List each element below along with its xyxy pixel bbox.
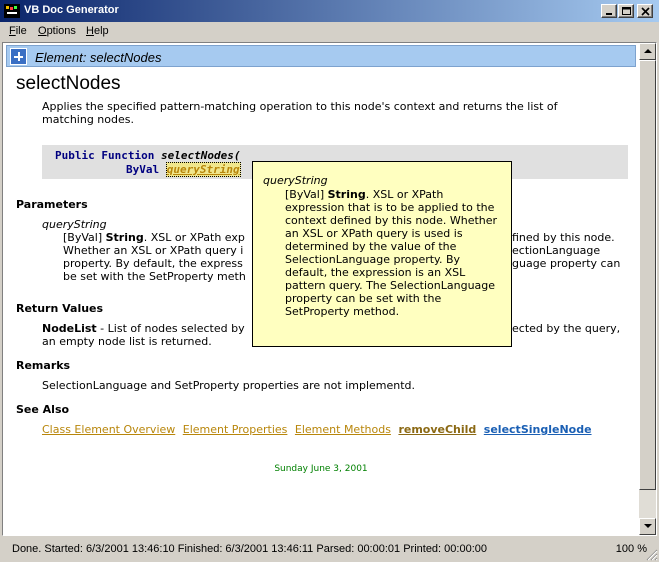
link-removechild[interactable]: removeChild <box>398 423 477 436</box>
arrow-up-icon <box>644 49 652 54</box>
close-icon <box>641 7 651 16</box>
link-element-properties[interactable]: Element Properties <box>182 423 288 436</box>
document-date: Sunday June 3, 2001 <box>274 464 368 474</box>
signature-line-2: ByVal queryString <box>126 163 240 176</box>
link-class-element-overview[interactable]: Class Element Overview <box>42 423 176 436</box>
param-line-2-right: ectionLanguage <box>512 244 601 257</box>
close-button[interactable] <box>637 4 653 18</box>
scrollbar-thumb[interactable] <box>639 60 656 490</box>
menu-bar <box>0 22 659 42</box>
return-line-1-right: ected by the query, <box>512 322 621 335</box>
maximize-icon <box>622 7 632 16</box>
arrow-down-icon <box>644 524 652 529</box>
menu-help[interactable]: Help <box>86 25 109 37</box>
param-line-1: [ByVal] String. XSL or XPath exp <box>63 231 245 244</box>
minimize-button[interactable] <box>601 4 617 18</box>
tooltip-param-name: queryString <box>263 174 328 187</box>
parameter-tooltip <box>252 161 512 347</box>
scroll-down-button[interactable] <box>639 518 656 535</box>
resize-grip-icon[interactable] <box>646 549 658 561</box>
param-link-querystring[interactable]: queryString <box>166 163 240 176</box>
menu-options[interactable]: Options <box>38 25 76 37</box>
title-bar[interactable] <box>0 0 659 22</box>
status-bar <box>0 538 659 562</box>
see-also-heading: See Also <box>16 403 70 416</box>
page-title: selectNodes <box>16 73 121 94</box>
tooltip-body: [ByVal] String. XSL or XPath expression that is to be applied to the context defined by this node. Whether an XSL or XPath query is used is determined by the value of the SelectionLanguage property. By default, the expression is an XSL pattern query. The SelectionLanguage property can be set with the SetProperty method. <box>285 188 498 318</box>
signature-line-1: Public Function selectNodes( <box>55 149 241 162</box>
scroll-up-button[interactable] <box>639 43 656 60</box>
menu-file[interactable]: File <box>9 25 27 37</box>
minimize-icon <box>605 7 615 16</box>
param-line-1-right: fined by this node. <box>512 231 615 244</box>
app-icon <box>4 4 20 18</box>
return-values-heading: Return Values <box>16 302 104 315</box>
status-text: Done. Started: 6/3/2001 13:46:10 Finished: 6/3/2001 13:46:11 Parsed: 00:00:01 Printed: 00:00:00 <box>12 543 487 555</box>
see-also-links <box>42 423 596 436</box>
return-line-2: an empty node list is returned. <box>42 335 212 348</box>
link-element-methods[interactable]: Element Methods <box>294 423 391 436</box>
param-line-4: be set with the SetProperty meth <box>63 270 246 283</box>
param-line-3: property. By default, the express <box>63 257 243 270</box>
description: Applies the specified pattern-matching operation to this node's context and returns the list of matching nodes. <box>42 100 558 126</box>
param-line-2: Whether an XSL or XPath query i <box>63 244 244 257</box>
parameters-heading: Parameters <box>16 198 88 211</box>
param-name: queryString <box>42 218 107 231</box>
remarks-text: SelectionLanguage and SetProperty properties are not implementd. <box>42 379 416 392</box>
remarks-heading: Remarks <box>16 359 71 372</box>
window-title: VB Doc Generator <box>24 4 119 16</box>
element-header <box>6 45 636 67</box>
plus-icon[interactable] <box>10 48 27 65</box>
link-selectsinglenode[interactable]: selectSingleNode <box>483 423 592 436</box>
element-title: Element: selectNodes <box>35 50 162 65</box>
maximize-button[interactable] <box>618 4 634 18</box>
zoom-level: 100 % <box>615 543 647 555</box>
return-line-1: NodeList - List of nodes selected by <box>42 322 245 335</box>
vertical-scrollbar[interactable] <box>639 43 656 535</box>
param-line-3-right: guage property can <box>512 257 621 270</box>
